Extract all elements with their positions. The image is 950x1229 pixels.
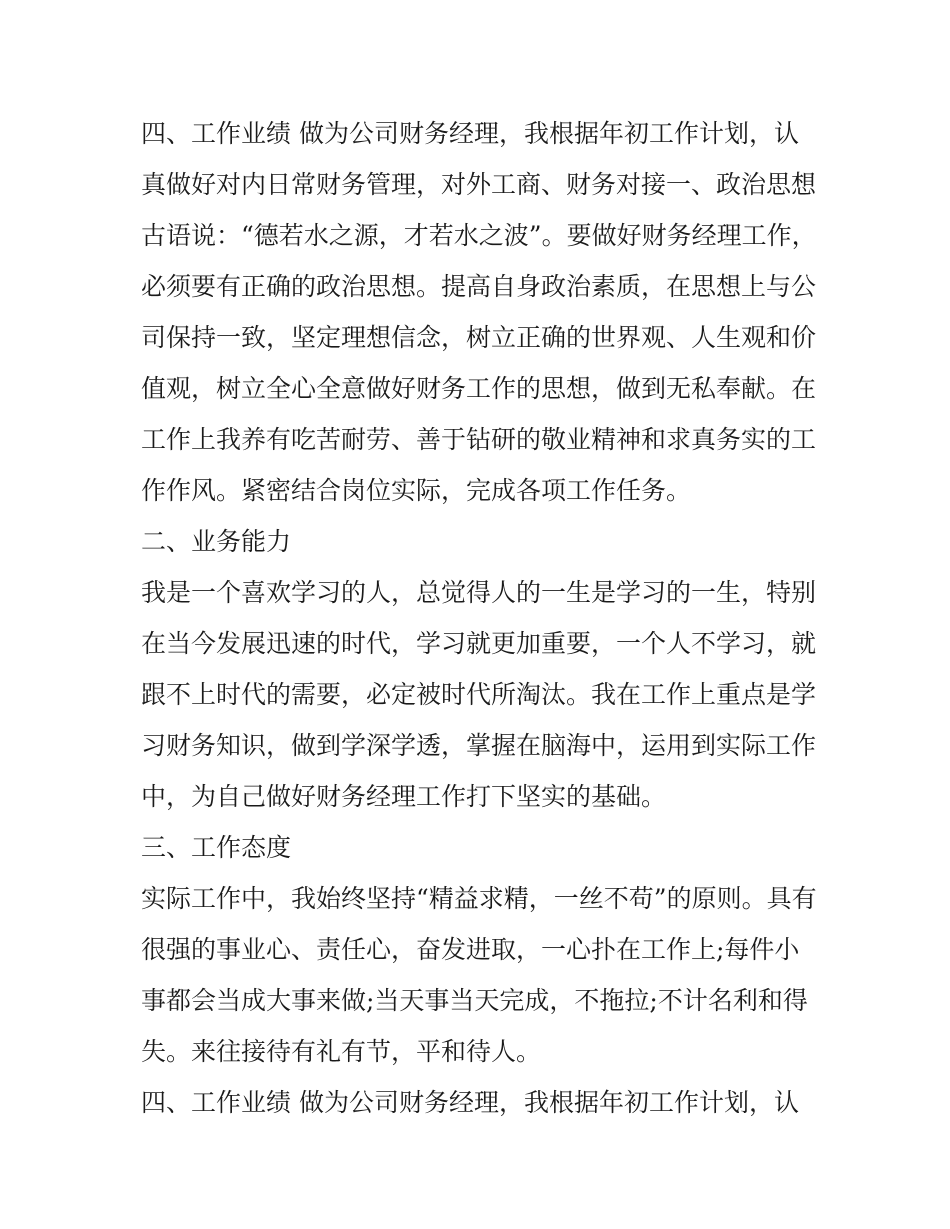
- text-line: 我是一个喜欢学习的人，总觉得人的一生是学习的一生，特别: [141, 578, 817, 607]
- document-body: [141, 108, 821, 1128]
- text-line: 古语说：“德若水之源，才若水之波”。要做好财务经理工作，: [141, 221, 817, 250]
- text-line: 中，为自己做好财务经理工作打下坚实的基础。: [141, 782, 667, 811]
- text-line: 工作上我养有吃苦耐劳、善于钻研的敬业精神和求真务实的工: [141, 425, 817, 454]
- text-line: 值观，树立全心全意做好财务工作的思想，做到无私奉献。在: [141, 374, 817, 403]
- text-line: 习财务知识，做到学深学透，掌握在脑海中，运用到实际工作: [141, 731, 817, 760]
- text-line: 很强的事业心、责任心，奋发进取，一心扑在工作上;每件小: [141, 935, 800, 964]
- text-line: 作作风。紧密结合岗位实际，完成各项工作任务。: [141, 476, 692, 505]
- text-line: 实际工作中，我始终坚持“精益求精，一丝不苟”的原则。具有: [141, 884, 817, 913]
- text-line: 跟不上时代的需要，必定被时代所淘汰。我在工作上重点是学: [141, 680, 817, 709]
- text-line: 失。来往接待有礼有节，平和待人。: [141, 1037, 542, 1066]
- text-line: 四、工作业绩 做为公司财务经理，我根据年初工作计划，认: [141, 119, 799, 148]
- text-line: 在当今发展迅速的时代，学习就更加重要，一个人不学习，就: [141, 629, 817, 658]
- section-heading: 三、工作态度: [141, 833, 292, 862]
- section-heading: 二、业务能力: [141, 527, 292, 556]
- text-line: 司保持一致，坚定理想信念，树立正确的世界观、人生观和价: [141, 323, 817, 352]
- text-line: 事都会当成大事来做;当天事当天完成，不拖拉;不计名利和得: [141, 986, 808, 1015]
- text-line: 真做好对内日常财务管理，对外工商、财务对接一、政治思想: [141, 170, 817, 199]
- text-line: 必须要有正确的政治思想。提高自身政治素质，在思想上与公: [141, 272, 817, 301]
- text-line: 四、工作业绩 做为公司财务经理，我根据年初工作计划，认: [141, 1088, 799, 1117]
